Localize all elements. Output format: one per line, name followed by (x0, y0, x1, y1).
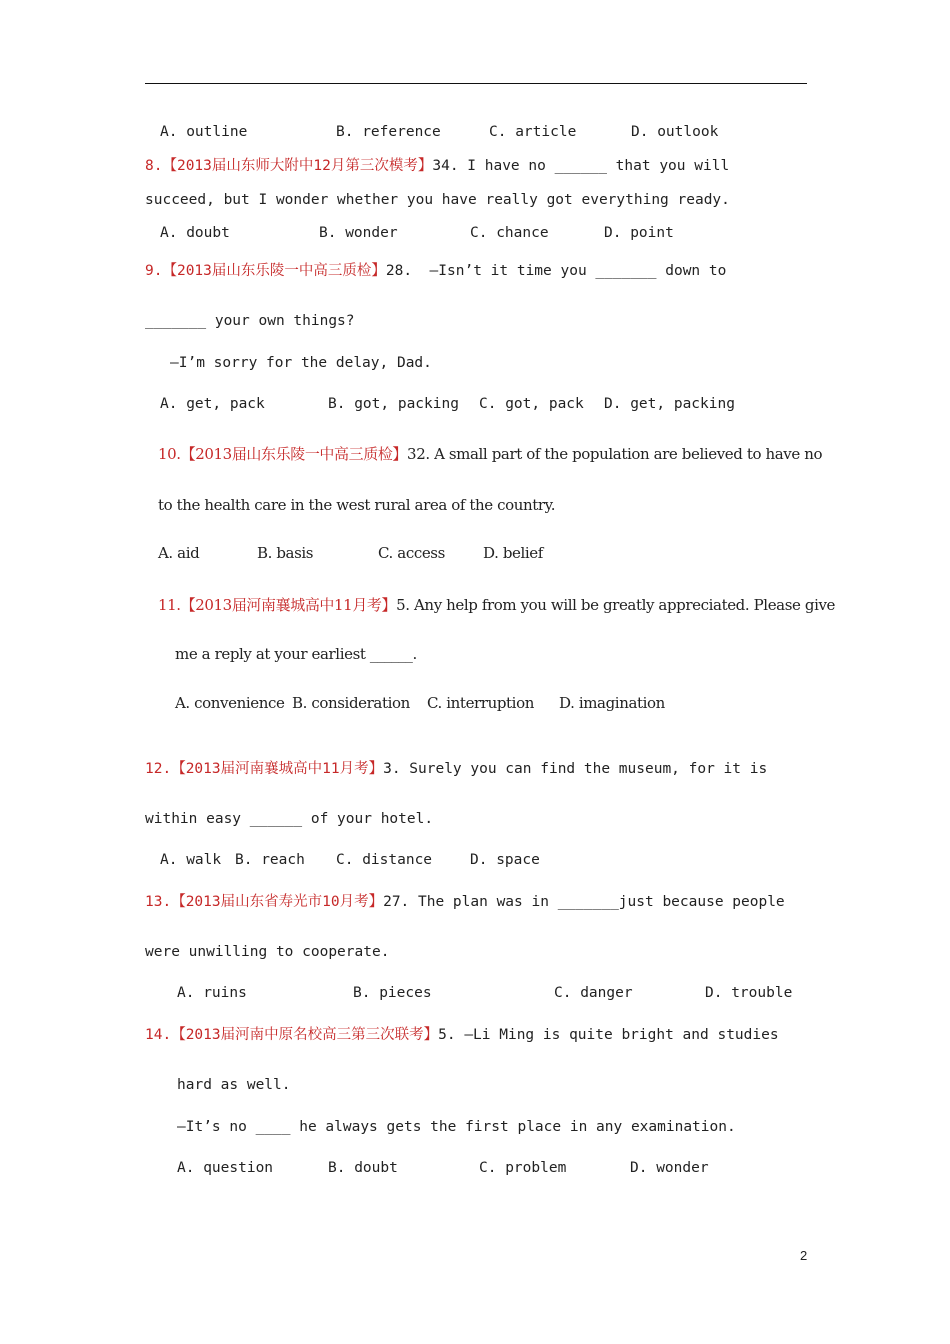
option-b: B. reach (235, 852, 305, 868)
question-8-line-1 (145, 156, 729, 176)
question-9-line-1 (145, 261, 726, 281)
option-a: A. walk (160, 852, 222, 868)
option-d: D. point (604, 225, 674, 241)
option-d: D. get, packing (604, 396, 735, 412)
option-d: D. trouble (705, 985, 793, 1001)
question-text: 5. Any help from you will be greatly appreciated. Please give (396, 596, 836, 614)
question-14-line-2: hard as well. (177, 1077, 291, 1093)
question-number: 8. (145, 158, 163, 174)
option-a: A. question (177, 1160, 274, 1176)
option-b: B. pieces (353, 985, 432, 1001)
question-9-line-3: —I’m sorry for the delay, Dad. (170, 355, 432, 371)
question-source: 【2013届山东乐陵一中高三质检】 (180, 445, 408, 463)
option-a: A. convenience (175, 694, 285, 712)
option-d: D. imagination (559, 694, 665, 712)
option-c: C. interruption (427, 694, 534, 712)
question-14-line-3: —It’s no ____ he always gets the first place in any examination. (177, 1119, 736, 1135)
question-source: 【2013届山东师大附中12月第三次模考】 (162, 158, 433, 174)
option-c: C. got, pack (479, 396, 584, 412)
option-b: B. basis (257, 544, 314, 562)
question-text: 34. I have no ______ that you will (432, 158, 730, 174)
question-text: 27. The plan was in _______just because people (383, 894, 785, 910)
option-b: B. reference (336, 124, 441, 140)
option-d: D. space (470, 852, 540, 868)
option-a: A. aid (158, 544, 200, 562)
question-text: 5. —Li Ming is quite bright and studies (438, 1027, 779, 1043)
question-source: 【2013届河南襄城高中11月考】 (180, 596, 397, 614)
option-c: C. distance (336, 852, 433, 868)
question-number: 12. (145, 761, 172, 777)
question-source: 【2013届河南襄城高中11月考】 (171, 761, 384, 777)
question-9-line-2: _______ your own things? (145, 313, 355, 329)
question-source: 【2013届河南中原名校高三第三次联考】 (171, 1027, 439, 1043)
page-number: 2 (800, 1248, 808, 1263)
question-14-line-1 (145, 1025, 779, 1045)
question-8-line-2: succeed, but I wonder whether you have really got everything ready. (145, 192, 730, 208)
option-a: A. doubt (160, 225, 230, 241)
question-13-line-2: were unwilling to cooperate. (145, 944, 390, 960)
option-c: C. access (378, 544, 445, 562)
question-text: 3. Surely you can find the museum, for it is (383, 761, 768, 777)
option-b: B. consideration (292, 694, 410, 712)
question-11-line-2: me a reply at your earliest ______. (175, 645, 417, 663)
question-10-line-2: to the health care in the west rural area of the country. (158, 496, 556, 514)
option-a: A. ruins (177, 985, 247, 1001)
question-10-line-1 (158, 444, 822, 464)
question-13-line-1 (145, 892, 785, 912)
header-rule (145, 83, 807, 84)
option-c: C. problem (479, 1160, 567, 1176)
question-12-line-1 (145, 759, 767, 779)
option-c: C. chance (470, 225, 549, 241)
option-d: D. wonder (630, 1160, 709, 1176)
question-12-line-2: within easy ______ of your hotel. (145, 811, 434, 827)
option-b: B. doubt (328, 1160, 398, 1176)
option-a: A. get, pack (160, 396, 265, 412)
option-b: B. got, packing (328, 396, 459, 412)
question-number: 11. (158, 596, 181, 614)
question-source: 【2013届山东乐陵一中高三质检】 (162, 263, 386, 279)
question-source: 【2013届山东省寿光市10月考】 (171, 894, 384, 910)
question-text: 32. A small part of the population are believed to have no (407, 445, 823, 463)
option-c: C. danger (554, 985, 633, 1001)
question-number: 9. (145, 263, 163, 279)
option-d: D. belief (483, 544, 543, 562)
question-number: 10. (158, 445, 181, 463)
question-text: 28. —Isn’t it time you _______ down to (385, 263, 727, 279)
question-number: 14. (145, 1027, 172, 1043)
question-11-line-1 (158, 595, 835, 615)
option-a: A. outline (160, 124, 248, 140)
question-number: 13. (145, 894, 172, 910)
option-b: B. wonder (319, 225, 398, 241)
option-d: D. outlook (631, 124, 719, 140)
option-c: C. article (489, 124, 577, 140)
